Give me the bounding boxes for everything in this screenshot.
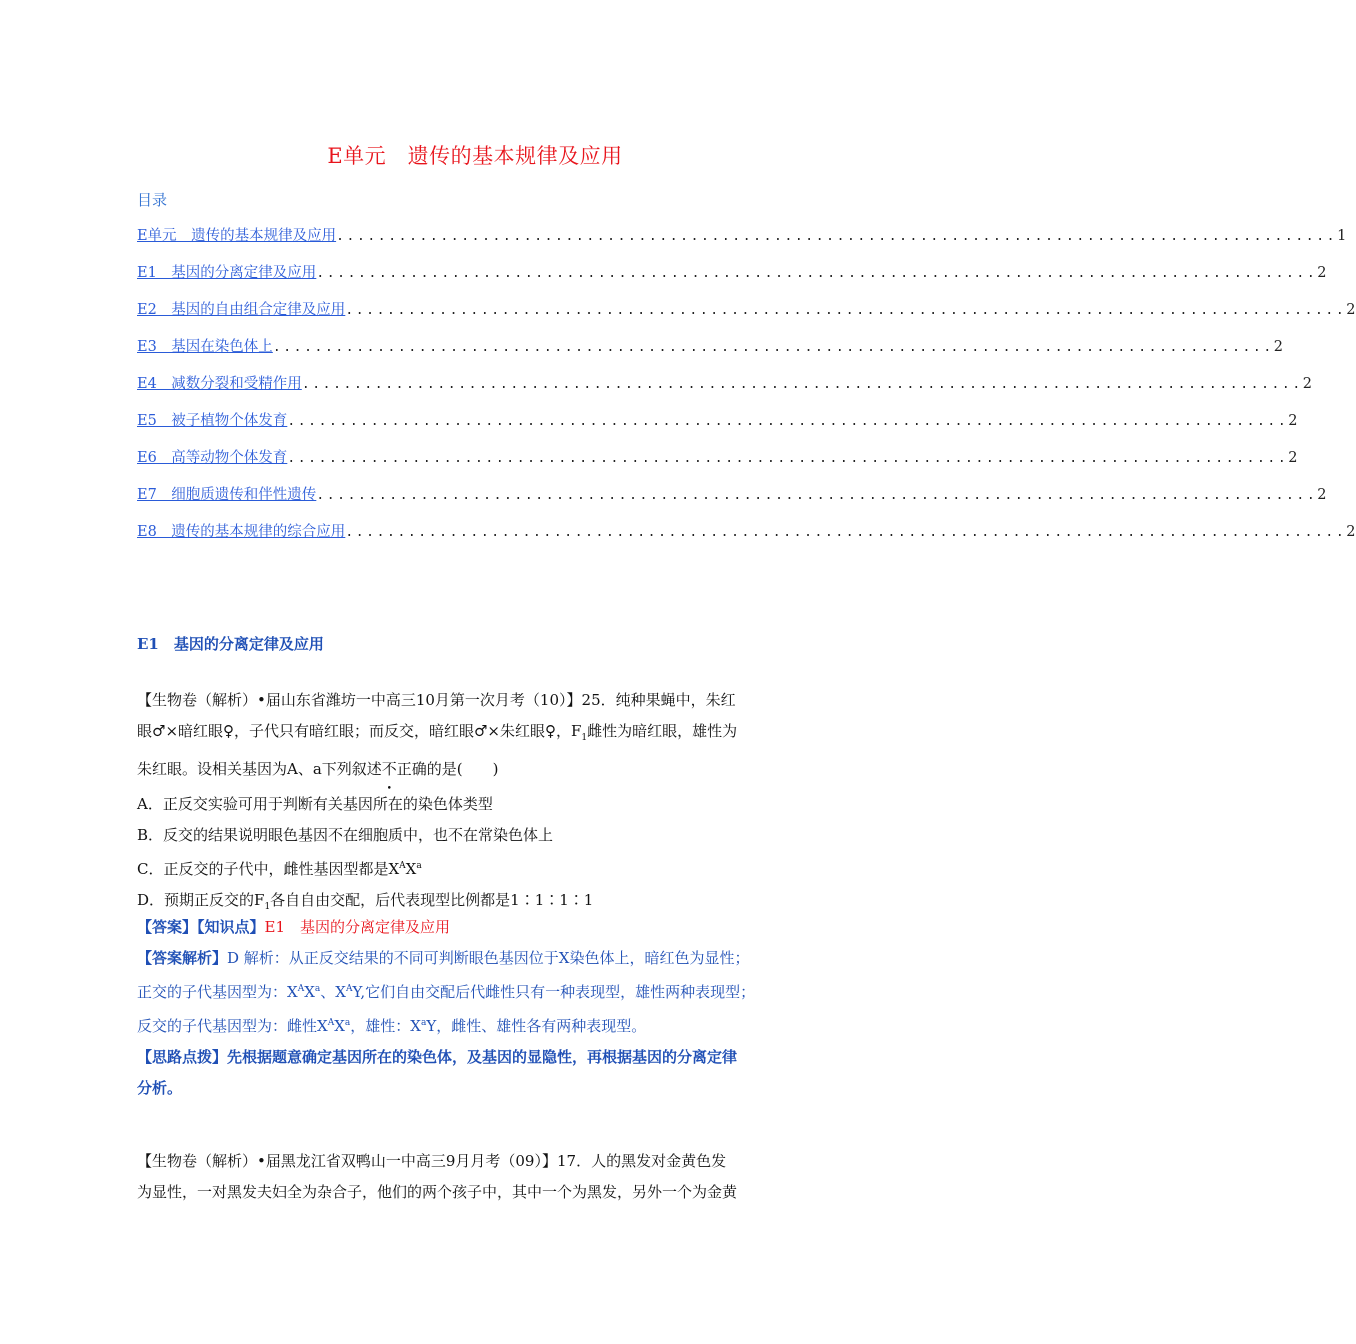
toc-link[interactable]: E7 细胞质遗传和伴性遗传 xyxy=(137,487,317,503)
toc-heading: 目录 xyxy=(137,191,168,209)
table-of-contents xyxy=(137,224,1356,557)
toc-link[interactable]: E4 减数分裂和受精作用 xyxy=(137,376,302,392)
toc-link[interactable]: E8 遗传的基本规律的综合应用 xyxy=(137,524,346,540)
toc-row[interactable] xyxy=(137,335,1284,372)
question-1-line-1: 【生物卷（解析）•届山东省潍坊一中高三10月第一次月考（10）】25．纯种果蝇中，朱红 xyxy=(137,691,736,709)
toc-page-number: 2 xyxy=(1288,450,1298,466)
toc-link[interactable]: E单元 遗传的基本规律及应用 xyxy=(137,228,337,244)
toc-leader-dots: ................................................................................................ xyxy=(345,525,1347,540)
toc-link[interactable]: E2 基因的自由组合定律及应用 xyxy=(137,302,346,318)
toc-row[interactable] xyxy=(137,446,1298,483)
question-1-line-3: 朱红眼。设相关基因为A、a下列叙述不正确的是( ) xyxy=(137,760,499,778)
option-c: C．正反交的子代中，雌性基因型都是$X^AX^a$ xyxy=(137,860,422,878)
question-2-line-1: 【生物卷（解析）•届黑龙江省双鸭山一中高三9月月考（09）】17．人的黑发对金黄色发 xyxy=(137,1152,727,1170)
question-2-line-2: 为显性，一对黑发夫妇全为杂合子，他们的两个孩子中，其中一个为黑发，另外一个为金黄 xyxy=(137,1183,738,1201)
toc-leader-dots: ................................................................................................ xyxy=(316,266,1318,281)
toc-page-number: 1 xyxy=(1337,228,1347,244)
toc-link[interactable]: E6 高等动物个体发育 xyxy=(137,450,288,466)
toc-leader-dots: ................................................................................................ xyxy=(345,303,1347,318)
toc-link[interactable]: E5 被子植物个体发育 xyxy=(137,413,288,429)
analysis-line-2: 正交的子代基因型为：$X^AX^a$、$X^AY$,它们自由交配后代雌性只有一种表现型，雄性两种表现型； xyxy=(137,983,756,1001)
toc-row[interactable] xyxy=(137,261,1327,298)
toc-row[interactable] xyxy=(137,372,1313,409)
toc-leader-dots: ................................................................................................ xyxy=(316,488,1318,503)
toc-page-number: 2 xyxy=(1346,524,1356,540)
option-a: A．正反交实验可用于判断有关基因所在的染色体类型 xyxy=(137,795,493,813)
analysis-line-1: 【答案解析】D 解析：从正反交结果的不同可判断眼色基因位于X染色体上，暗红色为显性； xyxy=(137,949,750,967)
question-1-options xyxy=(137,789,593,923)
toc-page-number: 2 xyxy=(1288,413,1298,429)
toc-link[interactable]: E1 基因的分离定律及应用 xyxy=(137,265,317,281)
toc-page-number: 2 xyxy=(1273,339,1284,355)
toc-row[interactable] xyxy=(137,409,1298,446)
toc-leader-dots: ................................................................................................ xyxy=(287,414,1289,429)
toc-leader-dots: ................................................................................................ xyxy=(336,229,1338,244)
option-d: D．预期正反交的$F_1$各自自由交配，后代表现型比例都是1∶1∶1∶1 xyxy=(137,891,594,912)
emphasis-dot-text: 不 xyxy=(381,760,397,778)
toc-row[interactable] xyxy=(137,224,1347,261)
analysis-label: 【答案解析】 xyxy=(137,949,228,967)
toc-row[interactable] xyxy=(137,298,1356,335)
tip-line-1: 【思路点拨】先根据题意确定基因所在的染色体，及基因的显隐性，再根据基因的分离定律 xyxy=(137,1048,738,1066)
question-1-stem xyxy=(137,685,819,785)
toc-page-number: 2 xyxy=(1302,376,1313,392)
question-1-answer xyxy=(137,912,755,1104)
tip-label: 【思路点拨】 xyxy=(137,1048,228,1066)
section-heading: E1 基因的分离定律及应用 xyxy=(137,635,324,653)
question-1-line-2: 眼♂×暗红眼♀，子代只有暗红眼；而反交，暗红眼♂×朱红眼♀，$F_1$雌性为暗红眼，雄性为 xyxy=(137,722,738,743)
option-b: B．反交的结果说明眼色基因不在细胞质中，也不在常染色体上 xyxy=(137,826,554,844)
toc-row[interactable] xyxy=(137,483,1327,520)
analysis-line-3: 反交的子代基因型为：雌性$X^AX^a$，雄性：$X^aY$，雌性、雄性各有两种表现型。 xyxy=(137,1017,647,1035)
toc-page-number: 2 xyxy=(1317,265,1327,281)
toc-leader-dots: ................................................................................................ xyxy=(301,377,1303,392)
toc-row[interactable] xyxy=(137,520,1356,557)
toc-leader-dots: ................................................................................................ xyxy=(272,340,1274,355)
answer-line xyxy=(137,912,755,943)
question-2-stem xyxy=(137,1146,819,1208)
document-title: E单元 遗传的基本规律及应用 xyxy=(327,144,623,168)
toc-page-number: 2 xyxy=(1317,487,1327,503)
knowledge-point: E1 基因的分离定律及应用 xyxy=(264,918,451,936)
toc-page-number: 2 xyxy=(1346,302,1356,318)
toc-link[interactable]: E3 基因在染色体上 xyxy=(137,339,273,355)
tip-line-2: 分析。 xyxy=(137,1079,183,1097)
toc-leader-dots: ................................................................................................ xyxy=(287,451,1289,466)
answer-label: 【答案】【知识点】 xyxy=(137,918,265,936)
